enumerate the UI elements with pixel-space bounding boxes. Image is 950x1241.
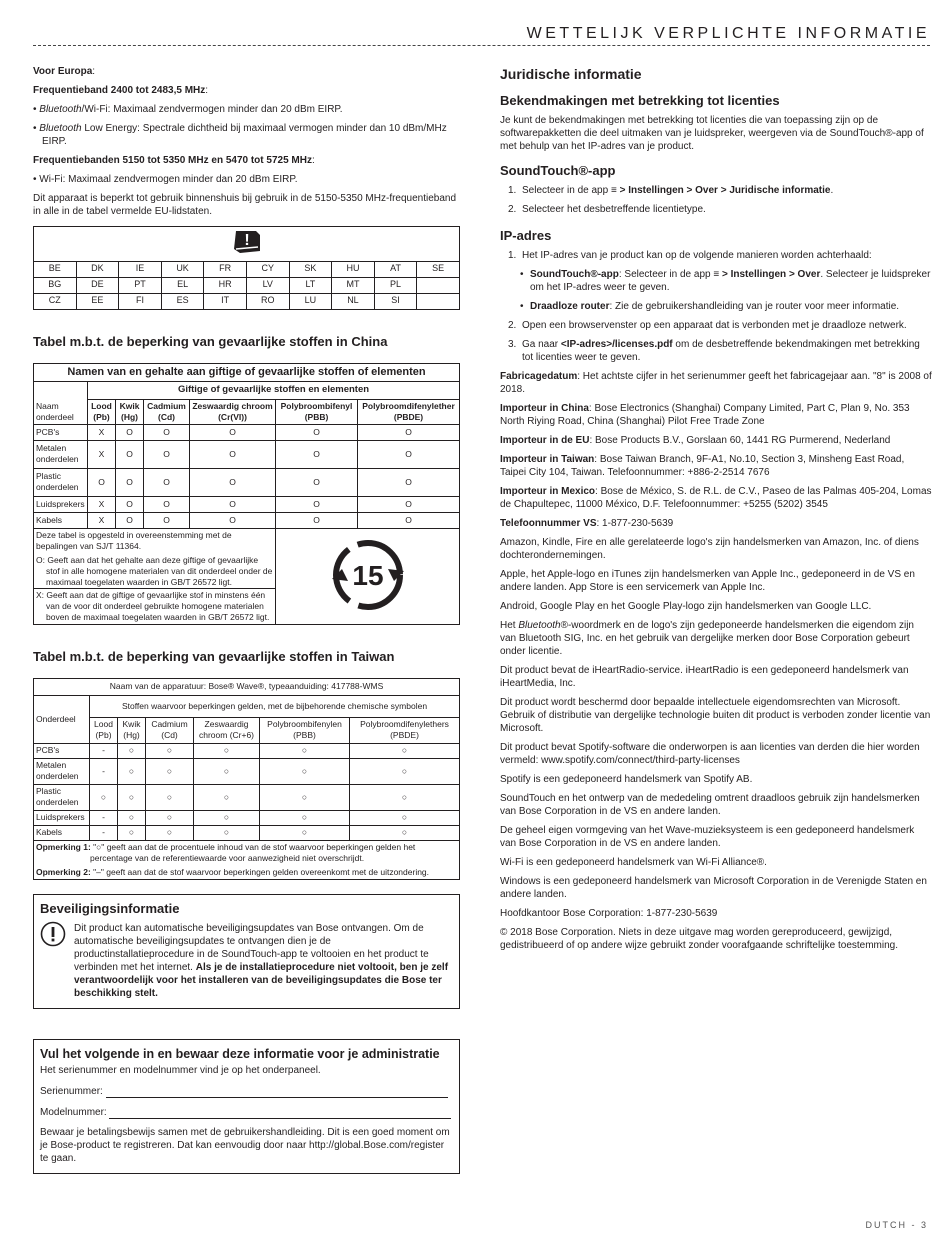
license-title: Bekendmakingen met betrekking tot licenties bbox=[500, 93, 780, 109]
security-box bbox=[33, 894, 460, 1009]
security-warning: Als je de installatieprocedure niet voltooit, ben je zelf verantwoordelijk voor het installeren van de beveiligingsupdates die Bose ter beschikking stelt. bbox=[74, 961, 449, 999]
trademark-text: Windows is een gedeponeerd handelsmerk van Microsoft Corporation in de Verenigde Staten en andere landen. bbox=[500, 875, 927, 900]
ip-title: IP-adres bbox=[500, 227, 552, 243]
eu-country-table: ! BE DK IE UK FR CY SK HU AT SE BG DE PT EL HR LV LT MT PL CZ EE FI ES IT RO LU NL SI bbox=[33, 226, 460, 310]
serial-label: Serienummer: bbox=[40, 1086, 103, 1098]
records-title: Vul het volgende in en bewaar deze informatie voor je administratie bbox=[40, 1046, 440, 1061]
list-item: • Wi-Fi: Maximaal zendvermogen minder dan 20 dBm EIRP. bbox=[33, 174, 298, 185]
list-item: • Draadloze router: Zie de gebruikershandleiding van je router voor meer informatie. bbox=[520, 300, 900, 312]
list-item: 1. Selecteer in de app ≡ > Instellingen > Over > Juridische informatie. bbox=[508, 184, 834, 196]
trademark-text: Hoofdkantoor Bose Corporation: 1-877-230-5639 bbox=[500, 907, 718, 919]
band1-heading: Frequentieband 2400 tot 2483,5 MHz bbox=[33, 85, 206, 96]
trademark-text: SoundTouch en het ontwerp van de mededeling omtrent draadloos gebruik zijn handelsmerken van Bose Corporation in de VS en andere landen. bbox=[500, 792, 920, 817]
china-heading: Tabel m.b.t. de beperking van gevaarlijke stoffen in China bbox=[33, 333, 388, 349]
info-para: Telefoonnummer VS: 1-877-230-5639 bbox=[500, 517, 674, 529]
records-sub: Het serienummer en modelnummer vind je op het onderpaneel. bbox=[40, 1065, 321, 1077]
records-box bbox=[33, 1039, 460, 1174]
restriction-icon bbox=[34, 227, 460, 262]
list-item: 2. Selecteer het desbetreffende licentietype. bbox=[508, 203, 706, 215]
records-text: Bewaar je betalingsbewijs samen met de gebruikershandleiding. Dit is een goed moment om je Bose-product te registreren. Dat kan eenvoudig door naar http://global.Bose.com/register te gaan. bbox=[40, 1127, 450, 1165]
security-text: Dit product kan automatische beveiligingsupdates van Bose ontvangen. Om de automatische beveiligingsupdates te ontvangen dien je de productinstallatieprocedure in de SoundTouch-app te voltooien en het product te verbinden met het internet. bbox=[74, 922, 429, 973]
restriction-text: Dit apparaat is beperkt tot gebruik binnenshuis bij gebruik in de 5150-5350 MHz-frequentieband in alle in de tabel vermelde EU-lidstaten. bbox=[33, 193, 457, 217]
left-column: Voor Europa: Frequentieband 2400 tot 2483,5 MHz: • Bluetooth/Wi-Fi: Maximaal zendvermogen minder dan 20 dBm EIRP. • Bluetooth Low Energy: Spectrale dichtheid bij maximaal vermogen minder dan 10 dBm/MHz EIRP. Frequentiebanden 5150 tot 5350 MHz en 5470 tot 5725 MHz: • Wi-Fi: Maximaal zendvermogen minder dan 20 dBm EIRP. Dit apparaat is beperkt tot gebruik binnenshuis bij gebruik in de 5150-5350 MHz-frequentieband in alle in de tabel vermelde EU-lidstaten. ! BE DK IE UK FR CY SK HU AT SE BG DE PT EL HR LV LT MT PL CZ EE FI ES IT RO LU NL SI Tabel m.b.t. de beperking van gevaarlijke stoffen in China Namen van en gehalte aan giftige of gevaarlijke stoffen of elementen Naam onderdeel Giftige of gevaarlijke stoffen en elementen Lood (Pb) Kwik (Hg) Cadmium (Cd) Zeswaardig chroom (Cr(VI)) Polybroombifenyl (PBB) Polybroomdifenylether (PBDE) PCB's X O O O O O Metalen onderdelen X O O O O O Plastic onderdelen O O O O O O Luidsprekers X O O O O O Kabels X O O O O O Deze tabel is opgesteld in overeenstemming met de bepalingen van SJ/T 11364. O: Geeft aan dat het gehalte aan deze giftige of gevaarlijke stof in alle homogene materialen van dit onderdeel onder de maximaal toegelaten waarden in GB/T 26572 ligt. 15 X: Geeft aan dat de giftige of gevaarlijke stof in minstens één van de voor dit onderdeel gebruikte homogene materialen boven de maximaal toegelaten waarden in GB/T 26572 ligt. Tabel m.b.t. de beperking van gevaarlijke stoffen in Taiwan Naam van de apparatuur: Bose® Wave®, typeaanduiding: 417788-WMS Onderdeel Stoffen waarvoor beperkingen gelden, met de bijbehorende chemische symbolen Lood (Pb) Kwik (Hg) Cadmium (Cd) Zeswaardig chroom (Cr+6) Polybroombifenylen (PBB) Polybroomdifenylethers (PBDE) PCB's - ○ ○ ○ ○ ○ Metalen onderdelen - ○ ○ ○ ○ ○ Plastic onderdelen ○ ○ ○ ○ ○ ○ Luidsprekers - ○ ○ ○ ○ ○ Kabels - ○ ○ ○ ○ ○ Opmerking 1: "○" geeft aan dat de procentuele inhoud van de stof waarvoor beperkingen gelden het percentage van de referentiewaarde voor aanwezigheid niet overschrijdt. Opmerking 2: "–" geeft aan dat de stof waarvoor beperkingen gelden overeenkomt met de uitzondering. Beveiligingsinformatie Dit product kan automatische beveiligingsupdates van Bose ontvangen. Om de automatische beveiligingsupdates te ontvangen dien je de productinstallatieprocedure in de SoundTouch-app te voltooien en het product te verbinden met het internet. Als je de installatieprocedure niet voltooit, ben je zelf verantwoordelijk voor het installeren van de beveiligingsupdates die Bose ter beschikking stelt. Vul het volgende in en bewaar deze informatie voor je administratie Het serienummer en modelnummer vind je op het onderpaneel. Serienummer: Modelnummer: Bewaar je betalingsbewijs samen met de gebruikershandleiding. Dit is een goed moment om je Bose-product te registreren. Dat kan eenvoudig door naar http://global.Bose.com/register te gaan. bbox=[33, 65, 460, 1174]
page-header bbox=[33, 22, 930, 46]
trademark-text: De geheel eigen vormgeving van het Wave-muzieksysteem is een gedeponeerd handelsmerk van Bose Corporation in de VS en andere landen. bbox=[500, 824, 915, 849]
list-item: 1. Het IP-adres van je product kan op de volgende manieren worden achterhaald: bbox=[508, 249, 872, 261]
band2-heading: Frequentiebanden 5150 tot 5350 MHz en 5470 tot 5725 MHz bbox=[33, 155, 312, 166]
china-table: Namen van en gehalte aan giftige of gevaarlijke stoffen of elementen Naam onderdeel Giftige of gevaarlijke stoffen en elementen Lood (Pb) Kwik (Hg) Cadmium (Cd) Zeswaardig chroom (Cr(VI)) Polybroombifenyl (PBB) Polybroomdifenylether (PBDE) PCB's X O O O O O Metalen onderdelen X O O O O O Plastic onderdelen O O O O O O Luidsprekers X O O O O O Kabels X O O O O O Deze tabel is opgesteld in overeenstemming met de bepalingen van SJ/T 11364. O: Geeft aan dat het gehalte aan deze giftige of gevaarlijke stof in alle homogene materialen van dit onderdeel onder de maximaal toegelaten waarden in GB/T 26572 ligt. 15 X: Geeft aan dat de giftige of gevaarlijke stof in minstens één van de voor dit onderdeel gebruikte homogene materialen boven de maximaal toegelaten waarden in GB/T 26572 ligt. bbox=[33, 363, 460, 625]
security-title: Beveiligingsinformatie bbox=[40, 901, 180, 917]
trademark-text: Amazon, Kindle, Fire en alle gerelateerde logo's zijn handelsmerken van Amazon, Inc. of diens dochterondernemingen. bbox=[500, 536, 919, 561]
menu-icon: ≡ bbox=[713, 268, 720, 280]
trademark-text: Dit product bevat de iHeartRadio-service. iHeartRadio is een gedeponeerd handelsmerk van iHeartMedia, Inc. bbox=[500, 664, 909, 689]
model-field[interactable] bbox=[109, 1118, 451, 1119]
trademark-text: Spotify is een gedeponeerd handelsmerk van Spotify AB. bbox=[500, 773, 753, 785]
license-text: Je kunt de bekendmakingen met betrekking tot licenties die van toepassing zijn op de softwarepakketten die deel uitmaken van je luidspreker, weergeven via de SoundTouch®-app of met behulp van het IP-adres van je product. bbox=[500, 115, 924, 153]
model-label: Modelnummer: bbox=[40, 1107, 107, 1119]
epup-number: 15 bbox=[351, 559, 384, 591]
info-para: Importeur in Mexico: Bose de México, S. de R.L. de C.V., Paseo de las Palmas 405-204, Lomas de Chapultepec, 11000 México, D.F. Telefoonnummer: +5255 (5202) 3545 bbox=[500, 485, 932, 510]
info-para: Fabricagedatum: Het achtste cijfer in het serienummer geeft het fabricagejaar aan. "8" is 2008 of 2018. bbox=[500, 370, 932, 395]
page-number: DUTCH - 3 bbox=[865, 1220, 928, 1231]
info-para: Importeur in de EU: Bose Products B.V., Gorslaan 60, 1441 RG Purmerend, Nederland bbox=[500, 434, 891, 446]
info-para: Importeur in Taiwan: Bose Taiwan Branch, 9F-A1, No.10, Section 3, Minsheng East Road, Taipei City 104, Taiwan. Telefoonnummer: +886-2-2514 7676 bbox=[500, 453, 905, 478]
trademark-text: Dit product wordt beschermd door bepaalde intellectuele eigendomsrechten van Microsoft. Gebruik of distributie van dergelijke technologie buiten dit product is verboden zonder licentie van Microsoft. bbox=[500, 696, 931, 734]
epup-logo bbox=[276, 528, 460, 624]
svg-text:!: ! bbox=[243, 232, 250, 249]
serial-field[interactable] bbox=[106, 1097, 448, 1098]
trademark-text: Apple, het Apple-logo en iTunes zijn handelsmerken van Apple Inc., gedeponeerd in de VS en andere landen. App Store is een servicemerk van Apple Inc. bbox=[500, 568, 915, 593]
list-item: 2. Open een browservenster op een apparaat dat is verbonden met je draadloze netwerk. bbox=[508, 319, 907, 331]
list-item: • SoundTouch®-app: Selecteer in de app ≡ > Instellingen > Over. Selecteer je luidspreker om het IP-adres weer te geven. bbox=[520, 268, 931, 293]
page-title: WETTELIJK VERPLICHTE INFORMATIE bbox=[526, 25, 930, 42]
list-item: • Bluetooth Low Energy: Spectrale dichtheid bij maximaal vermogen minder dan 10 dBm/MHz EIRP. bbox=[33, 123, 447, 147]
trademark-text: Android, Google Play en het Google Play-logo zijn handelsmerken van Google LLC. bbox=[500, 600, 872, 612]
menu-icon: ≡ bbox=[610, 184, 617, 196]
warning-icon bbox=[40, 921, 66, 951]
europe-intro: Voor Europa bbox=[33, 66, 93, 77]
list-item: 3. Ga naar <IP-adres>/licenses.pdf om de desbetreffende bekendmakingen met betrekking tot licenties weer te geven. bbox=[508, 338, 920, 363]
trademark-text: Wi-Fi is een gedeponeerd handelsmerk van Wi-Fi Alliance®. bbox=[500, 856, 767, 868]
taiwan-table: Naam van de apparatuur: Bose® Wave®, typeaanduiding: 417788-WMS Onderdeel Stoffen waarvoor beperkingen gelden, met de bijbehorende chemische symbolen Lood (Pb) Kwik (Hg) Cadmium (Cd) Zeswaardig chroom (Cr+6) Polybroombifenylen (PBB) Polybroomdifenylethers (PBDE) PCB's - ○ ○ ○ ○ ○ Metalen onderdelen - ○ ○ ○ ○ ○ Plastic onderdelen ○ ○ ○ ○ ○ ○ Luidsprekers - ○ ○ ○ ○ ○ Kabels - ○ ○ ○ ○ ○ Opmerking 1: "○" geeft aan dat de procentuele inhoud van de stof waarvoor beperkingen gelden het percentage van de referentiewaarde voor aanwezigheid niet overschrijdt. Opmerking 2: "–" geeft aan dat de stof waarvoor beperkingen gelden overeenkomt met de uitzondering. bbox=[33, 678, 460, 880]
list-item: • Bluetooth/Wi-Fi: Maximaal zendvermogen minder dan 20 dBm EIRP. bbox=[33, 104, 343, 115]
trademark-text: Dit product bevat Spotify-software die onderworpen is aan licenties van derden die hier worden vermeld: www.spotify.com/connect/third-party-licenses bbox=[500, 741, 920, 766]
legal-title: Juridische informatie bbox=[500, 66, 642, 82]
app-title: SoundTouch®-app bbox=[500, 163, 616, 179]
right-column bbox=[500, 65, 932, 958]
taiwan-heading: Tabel m.b.t. de beperking van gevaarlijke stoffen in Taiwan bbox=[33, 649, 395, 665]
info-para: Importeur in China: Bose Electronics (Shanghai) Company Limited, Part C, Plan 9, No. 353 North Riying Road, China (Shanghai) Pilot Free Trade Zone bbox=[500, 402, 910, 427]
copyright-text: © 2018 Bose Corporation. Niets in deze uitgave mag worden gereproduceerd, gewijzigd, gedistribueerd of op andere wijze gebruikt zonder voorafgaande schriftelijke toestemming. bbox=[500, 926, 899, 951]
trademark-text: Het Bluetooth®-woordmerk en de logo's zijn gedeponeerde handelsmerken die eigendom zijn van Bluetooth SIG, Inc. en het gebruik van dergelijke merken door Bose Corporation gebeurt onder licentie. bbox=[500, 619, 914, 657]
